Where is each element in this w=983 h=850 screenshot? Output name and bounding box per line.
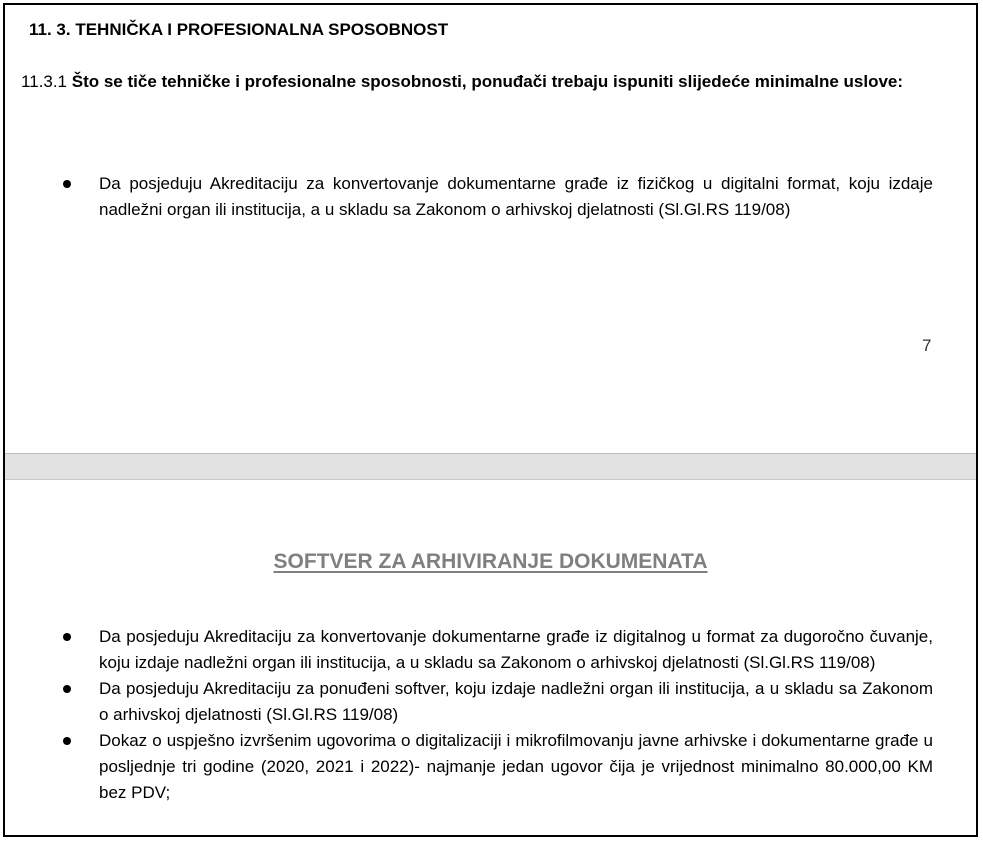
page-7: [5, 5, 976, 453]
section-heading: 11. 3. TEHNIČKA I PROFESIONALNA SPOSOBNOST: [29, 20, 449, 39]
list-item-text: Da posjeduju Akreditaciju za ponuđeni softver, koju izdaje nadležni organ ili institucija, a u skladu sa Zakonom o arhivskoj djelatnosti (Sl.Gl.RS 119/08): [99, 679, 933, 724]
list-item: [5, 624, 976, 676]
bullet-icon: [63, 685, 71, 693]
list-item: [5, 728, 976, 806]
section-title: SOFTVER ZA ARHIVIRANJE DOKUMENATA: [273, 550, 708, 573]
list-item-text: Da posjeduju Akreditaciju za konvertovanje dokumentarne građe iz fizičkog u digitalni format, koju izdaje nadležni organ ili institucija, a u skladu sa Zakonom o arhivskoj djelatnosti (Sl.Gl.RS 119/08): [99, 174, 933, 219]
list-item: [5, 171, 976, 223]
list-item: [5, 676, 976, 728]
list-item-text: Dokaz o uspješno izvršenim ugovorima o digitalizaciji i mikrofilmovanju javne arhivske i dokumentarne građe u posljednje tri godine (2020, 2021 i 2022)- najmanje jedan ugovor čija je vrijednost minimalno 80.000,00 KM bez PDV;: [99, 731, 933, 802]
page-number: 7: [922, 336, 932, 355]
clause-number: 11.3.1: [21, 72, 68, 91]
clause-text: Što se tiče tehničke i profesionalne sposobnosti, ponuđači trebaju ispuniti slijedeće minimalne uslove:: [71, 72, 904, 91]
bullet-icon: [63, 633, 71, 641]
document-viewer[interactable]: [3, 3, 978, 837]
list-item-text: Da posjeduju Akreditaciju za konvertovanje dokumentarne građe iz digitalnog u format za dugoročno čuvanje, koju izdaje nadležni organ ili institucija, a u skladu sa Zakonom o arhivskoj djelatnosti (Sl.Gl.RS 119/08): [99, 627, 933, 672]
requirements-list-page1: [5, 171, 976, 223]
page-8: [5, 480, 976, 837]
requirements-list-page2: [5, 624, 976, 806]
bullet-icon: [63, 180, 71, 188]
bullet-icon: [63, 737, 71, 745]
clause-11-3-1: [21, 69, 935, 95]
page-separator: [5, 453, 976, 480]
